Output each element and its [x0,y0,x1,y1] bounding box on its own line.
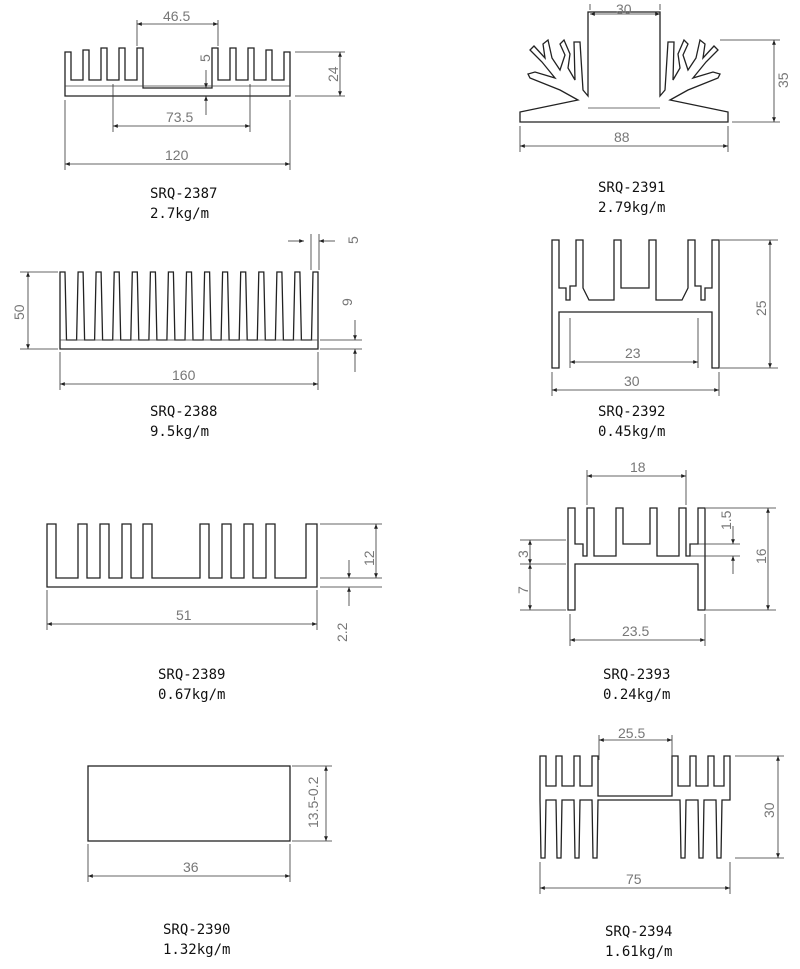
dim-label: 23.5 [622,623,650,639]
profile-srq-2389 [47,524,382,630]
profile-srq-2390 [88,766,332,882]
dim-label: 13.5-0.2 [305,776,321,828]
product-weight: 1.32kg/m [163,942,231,958]
dim-label: 2.2 [334,622,350,642]
product-weight: 0.45kg/m [598,424,666,440]
dim-label: 25.5 [618,725,646,741]
profile-srq-2387 [65,20,345,170]
dim-label: 5 [197,54,213,62]
dim-label: 12 [361,550,377,566]
product-code: SRQ-2394 [605,924,673,940]
product-weight: 0.67kg/m [158,687,226,703]
product-code: SRQ-2388 [150,404,218,420]
dim-label: 30 [624,373,640,389]
caption-srq-2388 [150,402,217,442]
caption-srq-2389 [158,665,225,705]
dim-label: 51 [176,607,192,623]
dim-label: 160 [172,367,196,383]
product-code: SRQ-2387 [150,186,218,202]
dim-label: 50 [11,304,27,320]
dim-label: 23 [625,345,641,361]
dimension-labels [11,1,791,887]
dim-label: 24 [325,66,341,82]
caption-srq-2390 [163,920,230,960]
dim-label: 73.5 [166,109,194,125]
dim-label: 1.5 [718,510,734,530]
product-weight: 2.79kg/m [598,200,666,216]
product-code: SRQ-2389 [158,667,226,683]
caption-srq-2387 [150,184,217,224]
dim-label: 5 [345,236,361,244]
dim-label: 35 [775,72,791,88]
dim-label: 30 [761,802,777,818]
caption-srq-2391 [598,178,665,218]
profile-srq-2393 [520,470,776,646]
dim-label: 18 [630,459,646,475]
profile-srq-2391 [520,4,780,152]
product-code: SRQ-2393 [603,667,671,683]
dim-label: 88 [614,129,630,145]
dim-label: 16 [753,548,769,564]
dim-label: 46.5 [163,8,191,24]
product-weight: 2.7kg/m [150,206,210,222]
caption-srq-2393 [603,665,670,705]
dim-label: 30 [616,1,632,17]
product-code: SRQ-2390 [163,922,231,938]
profile-srq-2394 [540,735,784,894]
product-weight: 0.24kg/m [603,687,671,703]
product-code: SRQ-2392 [598,404,666,420]
dim-label: 9 [339,298,355,306]
product-weight: 1.61kg/m [605,944,673,960]
product-weight: 9.5kg/m [150,424,210,440]
dim-label: 7 [515,586,531,594]
caption-srq-2392 [598,402,665,442]
dim-label: 75 [626,871,642,887]
product-code: SRQ-2391 [598,180,666,196]
profile-srq-2392 [552,240,778,396]
dim-label: 36 [183,859,199,875]
dim-label: 120 [165,147,189,163]
caption-srq-2394 [605,922,672,962]
dim-label: 25 [753,300,769,316]
dim-label: 3 [515,550,531,558]
